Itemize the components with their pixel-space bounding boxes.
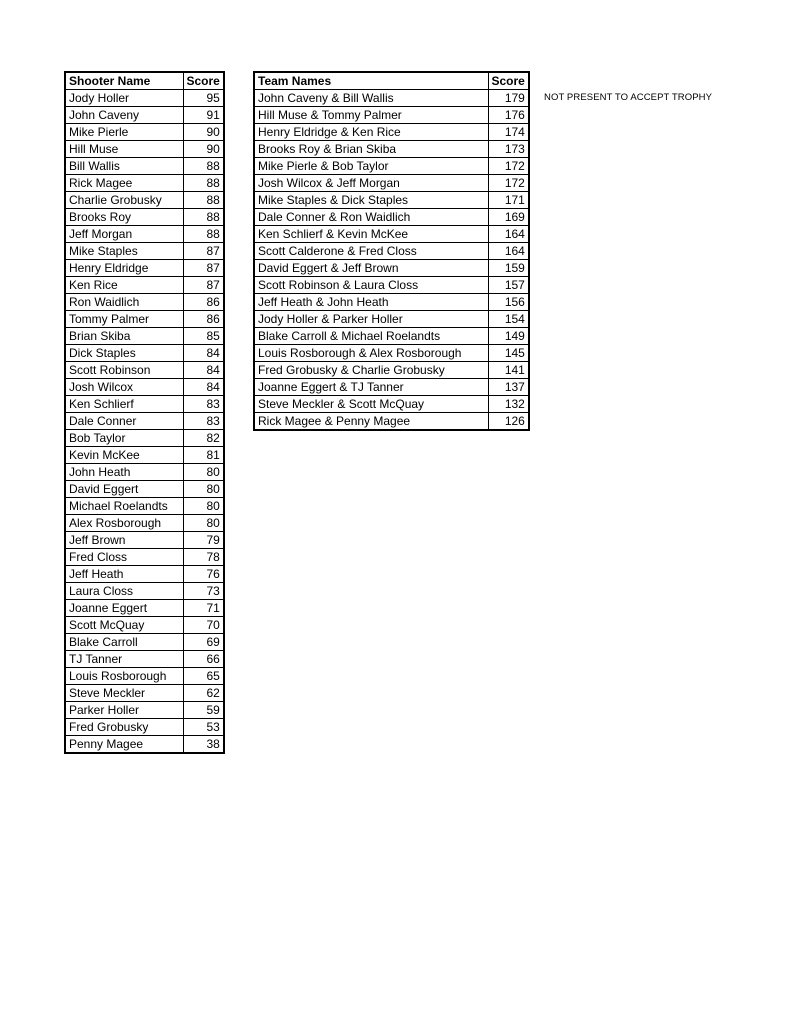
- shooter-row: [65, 651, 224, 668]
- team-row-name: Scott Calderone & Fred Closs: [254, 243, 488, 260]
- team-name-header: Team Names: [254, 72, 488, 90]
- team-score-header: Score: [488, 72, 529, 90]
- shooter-row-name: Alex Rosborough: [65, 515, 183, 532]
- shooter-row-score: 66: [183, 651, 224, 668]
- team-row-score: 157: [488, 277, 529, 294]
- shooter-row-score: 84: [183, 345, 224, 362]
- shooter-row-name: Laura Closs: [65, 583, 183, 600]
- shooter-row-name: David Eggert: [65, 481, 183, 498]
- shooter-row-score: 88: [183, 158, 224, 175]
- shooter-row-score: 78: [183, 549, 224, 566]
- shooter-row: [65, 617, 224, 634]
- team-row: [254, 294, 529, 311]
- team-header-row: [254, 72, 529, 90]
- team-row-score: 164: [488, 243, 529, 260]
- shooter-row-score: 53: [183, 719, 224, 736]
- shooter-row: [65, 702, 224, 719]
- shooter-row-name: Parker Holler: [65, 702, 183, 719]
- shooter-row: [65, 668, 224, 685]
- team-row: [254, 396, 529, 413]
- shooter-row: [65, 413, 224, 430]
- shooter-row-name: Dick Staples: [65, 345, 183, 362]
- shooter-row-name: Brian Skiba: [65, 328, 183, 345]
- team-row-name: Blake Carroll & Michael Roelandts: [254, 328, 488, 345]
- team-row-score: 171: [488, 192, 529, 209]
- shooter-row-score: 82: [183, 430, 224, 447]
- shooter-row-score: 80: [183, 498, 224, 515]
- shooter-row: [65, 345, 224, 362]
- team-row-score: 137: [488, 379, 529, 396]
- shooter-row-score: 87: [183, 277, 224, 294]
- team-row-score: 156: [488, 294, 529, 311]
- shooter-row-name: Bill Wallis: [65, 158, 183, 175]
- team-row-name: Mike Pierle & Bob Taylor: [254, 158, 488, 175]
- team-row-name: Henry Eldridge & Ken Rice: [254, 124, 488, 141]
- shooter-row-score: 80: [183, 464, 224, 481]
- shooter-row: [65, 277, 224, 294]
- team-row: [254, 362, 529, 379]
- shooter-table-body: [65, 90, 224, 754]
- shooter-name-header: Shooter Name: [65, 72, 183, 90]
- team-row-name: Ken Schlierf & Kevin McKee: [254, 226, 488, 243]
- shooter-row-name: Brooks Roy: [65, 209, 183, 226]
- shooter-row-score: 88: [183, 209, 224, 226]
- shooter-row-score: 95: [183, 90, 224, 107]
- shooter-row-name: Henry Eldridge: [65, 260, 183, 277]
- shooter-row-name: Josh Wilcox: [65, 379, 183, 396]
- shooter-row-name: Bob Taylor: [65, 430, 183, 447]
- shooter-row-score: 73: [183, 583, 224, 600]
- team-row-score: 149: [488, 328, 529, 345]
- shooter-row-score: 88: [183, 226, 224, 243]
- shooter-row: [65, 447, 224, 464]
- team-row-name: Joanne Eggert & TJ Tanner: [254, 379, 488, 396]
- shooter-row-name: Penny Magee: [65, 736, 183, 754]
- team-row: [254, 277, 529, 294]
- shooter-row: [65, 158, 224, 175]
- shooter-row-name: Tommy Palmer: [65, 311, 183, 328]
- shooter-row-name: TJ Tanner: [65, 651, 183, 668]
- shooter-row: [65, 107, 224, 124]
- shooter-row-score: 87: [183, 243, 224, 260]
- shooter-row-name: Fred Grobusky: [65, 719, 183, 736]
- shooter-row-score: 71: [183, 600, 224, 617]
- shooter-row: [65, 685, 224, 702]
- team-row-name: Hill Muse & Tommy Palmer: [254, 107, 488, 124]
- shooter-row-name: Rick Magee: [65, 175, 183, 192]
- shooter-row-name: Scott Robinson: [65, 362, 183, 379]
- team-row-score: 173: [488, 141, 529, 158]
- shooter-row-name: Louis Rosborough: [65, 668, 183, 685]
- shooter-row-score: 87: [183, 260, 224, 277]
- team-row-score: 174: [488, 124, 529, 141]
- team-row-name: Rick Magee & Penny Magee: [254, 413, 488, 431]
- shooter-row: [65, 175, 224, 192]
- shooter-row-score: 79: [183, 532, 224, 549]
- team-row-score: 126: [488, 413, 529, 431]
- shooter-row: [65, 532, 224, 549]
- team-row-score: 164: [488, 226, 529, 243]
- shooter-row: [65, 430, 224, 447]
- shooter-row-score: 86: [183, 294, 224, 311]
- shooter-row-score: 38: [183, 736, 224, 754]
- shooter-row-score: 70: [183, 617, 224, 634]
- team-row-score: 154: [488, 311, 529, 328]
- shooter-row-score: 80: [183, 481, 224, 498]
- team-table-body: [254, 90, 529, 431]
- team-row-score: 172: [488, 158, 529, 175]
- shooter-row: [65, 736, 224, 754]
- shooter-row: [65, 226, 224, 243]
- team-row-score: 176: [488, 107, 529, 124]
- shooter-row-score: 88: [183, 175, 224, 192]
- shooter-row-score: 90: [183, 124, 224, 141]
- team-row-score: 179: [488, 90, 529, 107]
- shooter-row: [65, 311, 224, 328]
- shooter-row-name: John Heath: [65, 464, 183, 481]
- shooter-row: [65, 549, 224, 566]
- team-row: [254, 107, 529, 124]
- team-row: [254, 141, 529, 158]
- shooter-row: [65, 90, 224, 107]
- shooter-row-name: Dale Conner: [65, 413, 183, 430]
- team-row: [254, 311, 529, 328]
- shooter-row-name: Jeff Morgan: [65, 226, 183, 243]
- team-row-name: Brooks Roy & Brian Skiba: [254, 141, 488, 158]
- shooter-row: [65, 243, 224, 260]
- team-row-name: Louis Rosborough & Alex Rosborough: [254, 345, 488, 362]
- team-row-name: Jeff Heath & John Heath: [254, 294, 488, 311]
- shooter-row-score: 62: [183, 685, 224, 702]
- team-row-name: Mike Staples & Dick Staples: [254, 192, 488, 209]
- absence-note: NOT PRESENT TO ACCEPT TROPHY: [544, 92, 713, 103]
- shooter-header-row: [65, 72, 224, 90]
- shooter-row: [65, 362, 224, 379]
- shooter-row-score: 88: [183, 192, 224, 209]
- shooter-row-name: Ken Schlierf: [65, 396, 183, 413]
- team-row: [254, 192, 529, 209]
- shooter-row: [65, 566, 224, 583]
- shooter-row: [65, 328, 224, 345]
- shooter-row: [65, 260, 224, 277]
- team-row-name: Scott Robinson & Laura Closs: [254, 277, 488, 294]
- shooter-row-score: 65: [183, 668, 224, 685]
- team-row-score: 141: [488, 362, 529, 379]
- shooter-row-name: Mike Staples: [65, 243, 183, 260]
- shooter-row-score: 80: [183, 515, 224, 532]
- shooter-scores-table: [64, 71, 225, 754]
- team-scores-table: [253, 71, 530, 431]
- shooter-row-score: 90: [183, 141, 224, 158]
- shooter-row: [65, 464, 224, 481]
- shooter-row: [65, 209, 224, 226]
- shooter-row: [65, 600, 224, 617]
- shooter-row-score: 91: [183, 107, 224, 124]
- shooter-row: [65, 192, 224, 209]
- team-row-score: 172: [488, 175, 529, 192]
- shooter-row-score: 81: [183, 447, 224, 464]
- team-row-score: 169: [488, 209, 529, 226]
- shooter-row-score: 84: [183, 379, 224, 396]
- team-row: [254, 243, 529, 260]
- team-row-score: 145: [488, 345, 529, 362]
- shooter-row-score: 84: [183, 362, 224, 379]
- team-row-name: Jody Holler & Parker Holler: [254, 311, 488, 328]
- shooter-row: [65, 481, 224, 498]
- shooter-row-score: 83: [183, 413, 224, 430]
- team-row: [254, 260, 529, 277]
- shooter-row: [65, 498, 224, 515]
- shooter-row-name: Ken Rice: [65, 277, 183, 294]
- shooter-row-name: Kevin McKee: [65, 447, 183, 464]
- team-row: [254, 158, 529, 175]
- shooter-row-name: Michael Roelandts: [65, 498, 183, 515]
- team-row-name: Josh Wilcox & Jeff Morgan: [254, 175, 488, 192]
- shooter-row-name: Fred Closs: [65, 549, 183, 566]
- team-row-name: David Eggert & Jeff Brown: [254, 260, 488, 277]
- team-row: [254, 226, 529, 243]
- shooter-row-name: John Caveny: [65, 107, 183, 124]
- team-row-name: John Caveny & Bill Wallis: [254, 90, 488, 107]
- team-row-name: Dale Conner & Ron Waidlich: [254, 209, 488, 226]
- team-row: [254, 175, 529, 192]
- shooter-row-score: 86: [183, 311, 224, 328]
- shooter-row: [65, 124, 224, 141]
- shooter-row-name: Steve Meckler: [65, 685, 183, 702]
- team-row: [254, 345, 529, 362]
- team-row: [254, 90, 529, 107]
- shooter-row-name: Jeff Brown: [65, 532, 183, 549]
- shooter-row: [65, 583, 224, 600]
- shooter-row-name: Scott McQuay: [65, 617, 183, 634]
- shooter-row: [65, 141, 224, 158]
- shooter-row-name: Ron Waidlich: [65, 294, 183, 311]
- team-row-score: 132: [488, 396, 529, 413]
- shooter-row-name: Mike Pierle: [65, 124, 183, 141]
- shooter-row: [65, 719, 224, 736]
- shooter-row-name: Joanne Eggert: [65, 600, 183, 617]
- shooter-row-name: Jody Holler: [65, 90, 183, 107]
- shooter-row-name: Jeff Heath: [65, 566, 183, 583]
- team-row: [254, 124, 529, 141]
- shooter-row-score: 59: [183, 702, 224, 719]
- shooter-row: [65, 634, 224, 651]
- shooter-row-score: 83: [183, 396, 224, 413]
- shooter-row-score: 85: [183, 328, 224, 345]
- shooter-row-score: 69: [183, 634, 224, 651]
- shooter-row: [65, 515, 224, 532]
- team-row-score: 159: [488, 260, 529, 277]
- shooter-row: [65, 379, 224, 396]
- team-row: [254, 328, 529, 345]
- shooter-row-score: 76: [183, 566, 224, 583]
- team-row: [254, 209, 529, 226]
- shooter-row: [65, 294, 224, 311]
- shooter-row-name: Hill Muse: [65, 141, 183, 158]
- team-row-name: Fred Grobusky & Charlie Grobusky: [254, 362, 488, 379]
- team-row-name: Steve Meckler & Scott McQuay: [254, 396, 488, 413]
- shooter-row: [65, 396, 224, 413]
- shooter-row-name: Charlie Grobusky: [65, 192, 183, 209]
- team-row: [254, 413, 529, 431]
- shooter-score-header: Score: [183, 72, 224, 90]
- shooter-row-name: Blake Carroll: [65, 634, 183, 651]
- team-row: [254, 379, 529, 396]
